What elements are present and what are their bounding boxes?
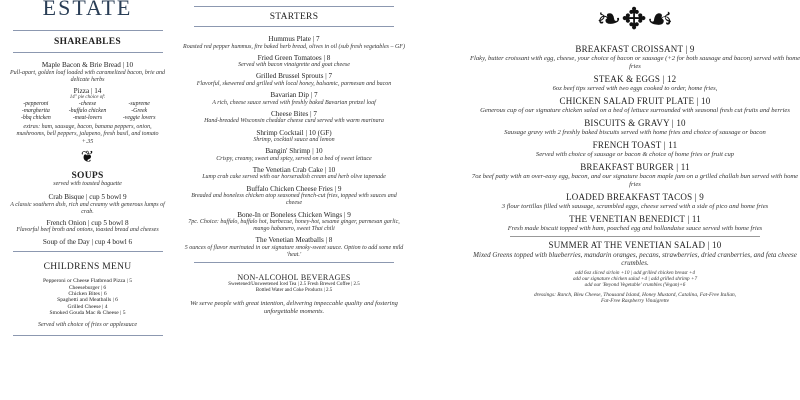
tagline: We serve people with great intention, delivering impeccable quality and fostering unforgettable moments. [190,300,398,315]
divider [13,52,163,53]
list-item: Chicken Bites | 6 [68,290,107,297]
item-name: The Venetian Meatballs | 8 [255,236,333,245]
beverages-line: Bottled Water and Coke Products | 2.5 [255,288,333,294]
ornament-icon: ❧✥☙ [596,3,674,36]
salad-dressings: dressings: Ranch, Bleu Cheese, Thousand Island, Honey Mustard, Catalina, Fat-Free Italian, Fat-Free Raspberry Vinaigrette [533,291,737,304]
item-desc: Flaky, butter croissant with egg, cheese, your choice of bacon or sausage (+2 for both sausage and bacon) served with home fries [470,54,800,70]
pizza-option: -margherita [21,108,50,114]
menu-item [10,238,165,247]
item-name: STEAK & EGGS | 12 [593,74,677,84]
divider [13,251,163,252]
item-name: The Venetian Crab Cake | 10 [252,165,336,174]
item-name: Maple Bacon & Brie Bread | 10 [41,61,134,69]
menu-item [470,214,800,233]
list-item: Grilled Cheese | 4 [67,303,108,310]
item-name: Crab Bisque | cup 5 bowl 9 [48,193,127,201]
section-title-beverages: NON-ALCOHOL BEVERAGES [237,273,351,283]
divider [13,30,163,31]
item-desc: Fresh made biscuit topped with ham, poached egg and hollandaise sauce served with home fries [507,224,763,232]
item-desc: A rich, cheese sauce served with freshly baked Bavarian pretzel loaf [212,99,376,106]
pizza-options [10,101,165,121]
item-desc: 7oz beef patty with an over-easy egg, bacon, and our signature bacon maple jam on a grilled challah bun served with home fries [471,172,799,188]
item-name: THE VENETIAN BENEDICT | 11 [569,214,701,224]
menu-item [470,96,800,115]
item-name: Hummus Plate | 7 [268,35,320,43]
section-title-shareables: SHAREABLES [54,37,121,47]
item-name: Bone-In or Boneless Chicken Wings | 9 [237,210,351,219]
item-name: Buffalo Chicken Cheese Fries | 9 [246,184,342,193]
section-title-childrens: CHILDRENS MENU [43,262,132,273]
item-name: French Onion | cup 5 bowl 8 [46,218,129,227]
item-name: Grilled Brussel Sprouts | 7 [255,72,333,81]
section-title-starters: STARTERS [269,12,319,22]
middle-column [183,0,405,315]
beverages-line: Sweetened/Unsweetened Iced Tea | 2.5 Fresh Brewed Coffee | 2.5 [228,282,360,288]
item-desc: Sausage gravy with 2 freshly baked biscuits served with home fries and choice of sausage or bacon [504,128,766,136]
item-name: Pizza | 14 [73,86,102,95]
menu-item [470,74,800,93]
list-item: Cheeseburger | 6 [68,284,107,291]
item-desc: 6oz beef tips served with two eggs cooked to order, home fries, [552,84,718,92]
divider [194,26,394,27]
menu-item [183,147,405,163]
item-name: Bavarian Dip | 7 [270,91,318,100]
menu-item [183,185,405,208]
divider [194,262,394,263]
item-desc: Lump crab cake served with our horseradish cream and herb olive tapenade [202,174,386,181]
menu-item [10,61,165,84]
item-name: FRENCH TOAST | 11 [592,140,678,150]
item-name: SUMMER AT THE VENETIAN SALAD | 10 [548,240,722,250]
childrens-list [10,278,165,316]
menu-item [470,44,800,71]
item-desc: A classic southern dish, rich and creamy with generous lumps of crab. [10,201,165,215]
divider [13,335,163,336]
pizza-option: -bbq chicken [20,114,51,121]
item-desc: Mixed Greens topped with blueberries, mandarin oranges, pecans, strawberries, dried cranberries, and feta cheese crumbles. [473,250,797,267]
item-desc: Served with choice of sausage or bacon & choice of home fries or fruit cup [535,150,735,158]
menu-item [183,35,405,51]
item-desc: Flavorful, skewered and grilled with local honey, balsamic, parmesan and bacon [196,80,392,87]
item-name: Fried Green Tomatoes | 8 [257,53,331,62]
item-desc: 3 flour tortillas filled with sausage, scrambled eggs, cheese served with a side of pico and home fries [501,202,769,210]
menu-item [10,193,165,216]
pizza-option: -veggie lovers [122,114,156,121]
menu-item [183,91,405,107]
divider [510,236,760,237]
menu-item [183,236,405,259]
item-desc: 7pc. Choice: buffalo, buffalo hot, barbecue, honey-hot, sesame ginger, parmesan garlic, mango habanero, sweet Thai chili [188,219,400,233]
item-desc: Breaded and boneless chicken atop seasoned french-cut fries, topped with sauces and cheese [191,193,397,207]
ornament-icon: ❦ [80,148,95,166]
menu-item [470,140,800,159]
pizza-option: -meat-lovers [72,114,103,121]
list-item: Smoked Gouda Mac & Cheese | 5 [49,310,126,317]
pizza-option: -pepperoni [23,101,49,108]
item-desc: Crispy, creamy, sweet and spicy, served on a bed of sweet lettuce [216,155,372,162]
divider [194,6,394,7]
item-name: Shrimp Cocktail | 10 (GF) [256,128,332,137]
menu-item [183,166,405,182]
right-column [470,0,800,304]
menu-item [183,54,405,70]
item-name: LOADED BREAKFAST TACOS | 9 [566,192,704,202]
item-desc: Shrimp, cocktail sauce and lemon [253,137,335,144]
pizza-option: -Greek [131,108,148,114]
item-desc: Served with bacon vinaigrette and goat cheese [238,62,350,69]
item-name: Soup of the Day | cup 4 bowl 6 [42,237,133,246]
menu-item [470,162,800,189]
menu-item [183,129,405,145]
list-item: Spaghetti and Meatballs | 6 [57,297,118,304]
pizza-option: -supreme [128,101,150,108]
salad-add: add 6oz sliced sirloin +10 | add grilled chicken breast +4 [574,269,696,276]
menu-item [470,192,800,211]
item-sub: 14" pie choice of: [69,95,106,101]
menu-item [183,110,405,126]
pizza-option: -buffalo chicken [68,108,107,114]
section-subtitle: served with toasted baguette [53,180,122,187]
left-column [10,0,165,336]
pizza-extras: extras: ham, sausage, bacon, banana peppers, onion, mushrooms, bell peppers, jalapeno, fresh basil, and tomato +.35 [16,124,159,145]
item-desc: Flavorful beef broth and onions, toasted bread and cheeses [16,227,159,234]
list-item: Pepperoni or Cheese Flatbread Pizza | 5 [42,278,133,285]
item-name: Bangin' Shrimp | 10 [265,147,323,156]
salad-add: add our signature chicken salad +4 | add grilled shrimp +7 [572,275,698,282]
item-desc: Roasted red pepper hummus, fire baked herb bread, olives in oil (sub fresh vegetables – GF) [183,43,405,50]
item-name: BISCUITS & GRAVY | 10 [584,118,686,128]
item-name: Cheese Bites | 7 [271,109,317,118]
menu-item [10,219,165,235]
menu-item [183,72,405,88]
childrens-note: Served with choice of fries or applesauce [38,321,137,328]
menu-item [183,211,405,234]
pizza-option: -cheese [78,101,97,108]
item-desc: Pull-apart, golden loaf loaded with caramelized bacon, brie and delicate herbs [10,69,165,83]
salad-add: add our 'Beyond Vegetable' crumbles (Vegan)+6 [584,281,686,288]
menu-item-pizza [10,87,165,146]
item-name: CHICKEN SALAD FRUIT PLATE | 10 [559,96,711,106]
item-desc: Generous cup of our signature chicken salad on a bed of lettuce surrounded with seasonal fresh cut fruits and berries [480,106,790,114]
item-desc: 5 ounces of flavor marinated in our signature smoky-sweet sauce. Option to add some mild 'heat.' [184,244,404,259]
logo: ESTATE [42,0,133,16]
item-name: BREAKFAST CROISSANT | 9 [575,44,695,54]
section-title-soups: SOUPS [71,170,104,181]
menu-item [470,118,800,137]
item-name: BREAKFAST BURGER | 11 [580,162,690,172]
item-desc: Hand-breaded Wisconsin cheddar cheese curd served with warm marinara [204,118,384,125]
